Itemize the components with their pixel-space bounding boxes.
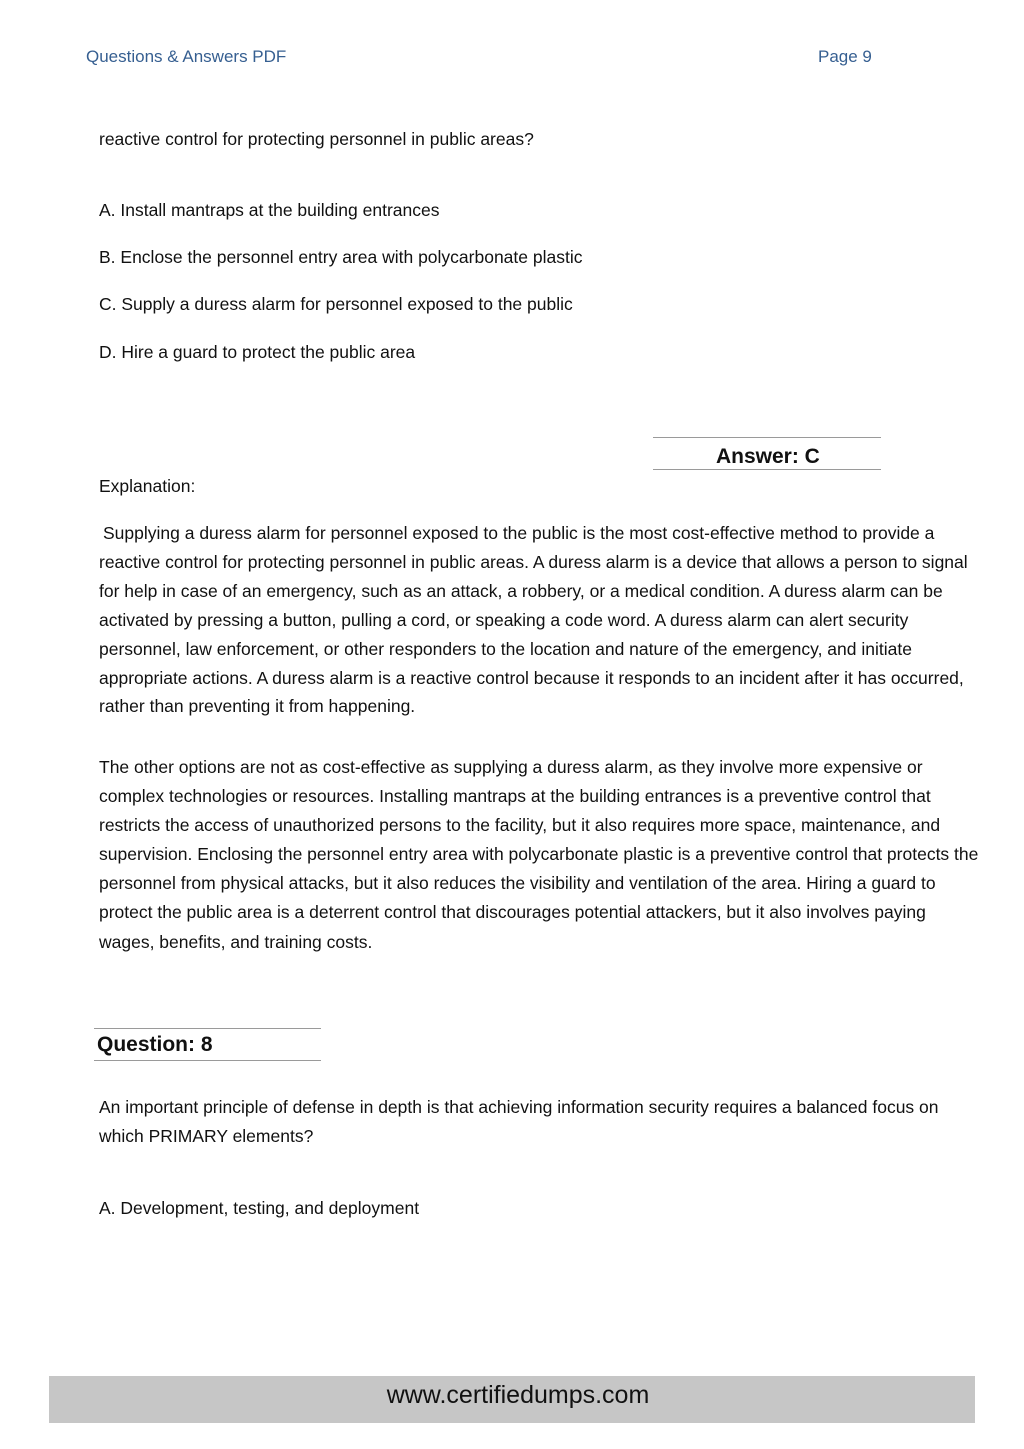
question-heading: Question: 8 <box>97 1033 213 1056</box>
option-c: C. Supply a duress alarm for personnel exposed to the public <box>99 294 573 314</box>
explanation-paragraph-1: Supplying a duress alarm for personnel exposed to the public is the most cost-effective method to provide a reactive control for protecting personnel in public areas. A duress alarm is a device that allows a person to signal for help in case of an emergency, such as an attack, a robbery, or a medical condition. A duress alarm can be activated by pressing a button, pulling a cord, or speaking a code word. A duress alarm can alert security personnel, law enforcement, or other responders to the location and nature of the emergency, and initiate appropriate actions. A duress alarm is a reactive control because it responds to an incident after it has occurred, rather than preventing it from happening. <box>99 523 968 717</box>
explanation-paragraph-2: The other options are not as cost-effective as supplying a duress alarm, as they involve more expensive or complex technologies or resources. Installing mantraps at the building entrances is a preventive control that restricts the access of unauthorized persons to the facility, but it also requires more space, maintenance, and supervision. Enclosing the personnel entry area with polycarbonate plastic is a preventive control that protects the personnel from physical attacks, but it also reduces the visibility and ventilation of the area. Hiring a guard to protect the public area is a deterrent control that discourages potential attackers, but it also involves paying wages, benefits, and training costs. <box>99 757 979 952</box>
footer-bar <box>49 1376 975 1423</box>
question-8-stem: An important principle of defense in depth is that achieving information security requires a balanced focus on which PRIMARY elements? <box>99 1097 939 1146</box>
question-8-option-a: A. Development, testing, and deployment <box>99 1198 420 1218</box>
footer-website-link[interactable]: www.certifiedumps.com <box>386 1381 650 1409</box>
page-number: Page 9 <box>818 47 872 66</box>
option-a: A. Install mantraps at the building entrances <box>99 200 440 220</box>
option-b: B. Enclose the personnel entry area with polycarbonate plastic <box>99 247 583 267</box>
option-d: D. Hire a guard to protect the public area <box>99 342 416 362</box>
explanation-label: Explanation: <box>99 476 196 496</box>
document-title: Questions & Answers PDF <box>86 47 287 66</box>
answer-label: Answer: C <box>716 445 820 468</box>
question-stem-continuation: reactive control for protecting personnel in public areas? <box>99 129 534 149</box>
